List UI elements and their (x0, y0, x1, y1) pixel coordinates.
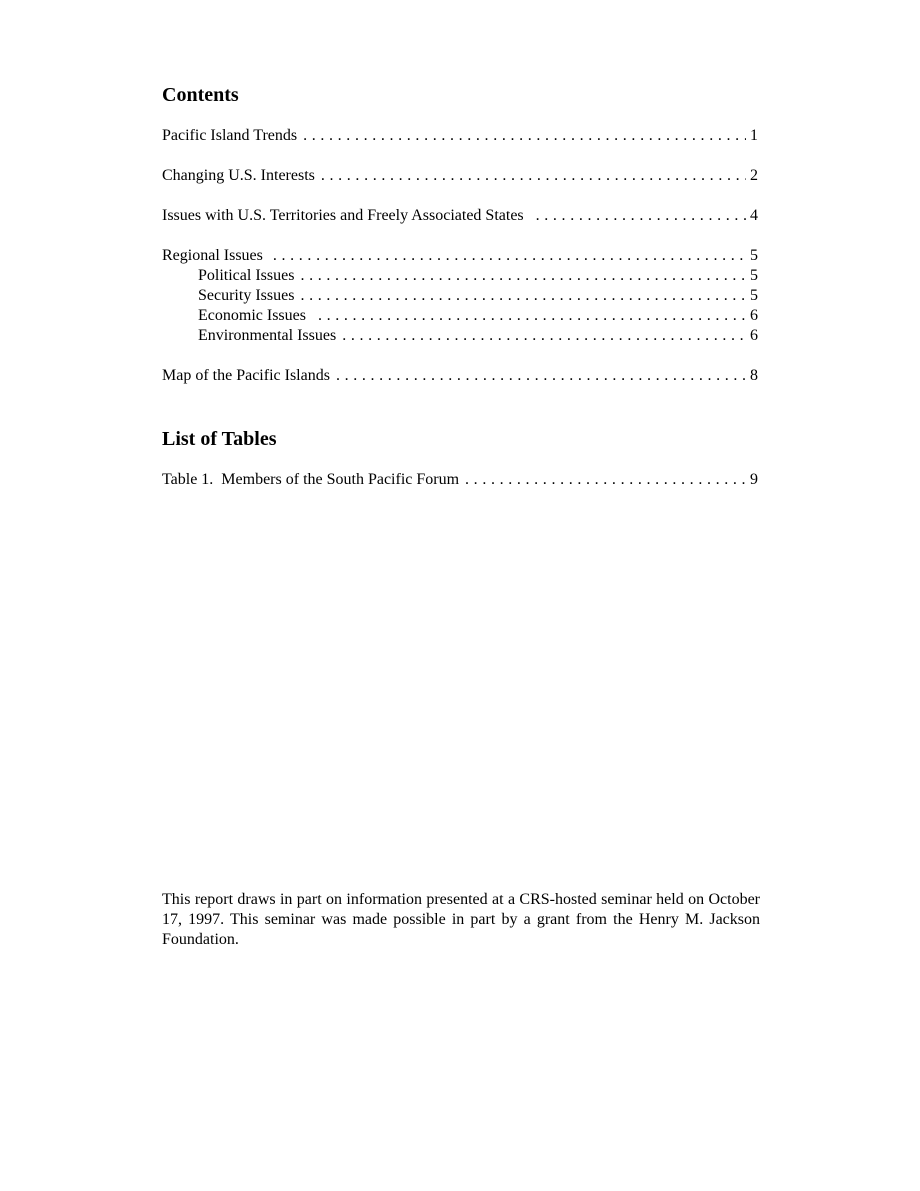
toc-entry-page: 2 (750, 167, 758, 184)
toc-entry-regional-issues[interactable] (162, 246, 758, 266)
dot-leader (300, 286, 746, 306)
list-of-tables-heading: List of Tables (162, 428, 277, 450)
toc-entry-territories-freely-associated-states[interactable] (162, 206, 758, 226)
toc-entry-map-pacific-islands[interactable] (162, 366, 758, 386)
dot-leader (465, 470, 746, 490)
toc-entry-page: 4 (750, 207, 758, 224)
toc-entry-title: Economic Issues (198, 307, 306, 324)
toc-entry-title: Issues with U.S. Territories and Freely Associated States (162, 207, 524, 224)
dot-leader (273, 246, 746, 266)
toc-entry-title: Map of the Pacific Islands (162, 367, 330, 384)
toc-entry-title: Changing U.S. Interests (162, 167, 315, 184)
toc-entry-security-issues[interactable] (198, 286, 758, 306)
dot-leader (303, 126, 746, 146)
dot-leader (342, 326, 746, 346)
toc-entry-title: Pacific Island Trends (162, 127, 298, 144)
toc-entry-page: 6 (750, 327, 758, 344)
toc-entry-page: 5 (750, 267, 758, 284)
toc-entry-page: 1 (750, 127, 758, 144)
toc-entry-title: Political Issues (198, 267, 295, 284)
seminar-note: This report draws in part on information presented at a CRS-hosted seminar held on October 17, 1997. This seminar was made possible in part by a grant from the Henry M. Jackson Foundation. (162, 891, 760, 948)
toc-entry-pacific-island-trends[interactable] (162, 126, 758, 146)
dot-leader (300, 266, 746, 286)
toc-entry-title: Environmental Issues (198, 327, 337, 344)
dot-leader (321, 166, 746, 186)
toc-entry-page: 5 (750, 247, 758, 264)
toc-entry-changing-us-interests[interactable] (162, 166, 758, 186)
toc-entry-title: Regional Issues (162, 247, 263, 264)
toc-entry-page: 8 (750, 367, 758, 384)
toc-entry-economic-issues[interactable] (198, 306, 758, 326)
toc-entry-environmental-issues[interactable] (198, 326, 758, 346)
table-entry-south-pacific-forum[interactable] (162, 470, 758, 490)
toc-entry-page: 5 (750, 287, 758, 304)
toc-entry-political-issues[interactable] (198, 266, 758, 286)
table-entry-page: 9 (750, 471, 758, 488)
toc-entry-title: Security Issues (198, 287, 295, 304)
dot-leader (336, 366, 746, 386)
toc-entry-page: 6 (750, 307, 758, 324)
contents-heading: Contents (162, 84, 239, 106)
dot-leader (318, 306, 746, 326)
dot-leader (536, 206, 746, 226)
table-entry-title: Table 1. Members of the South Pacific Forum (162, 471, 460, 488)
